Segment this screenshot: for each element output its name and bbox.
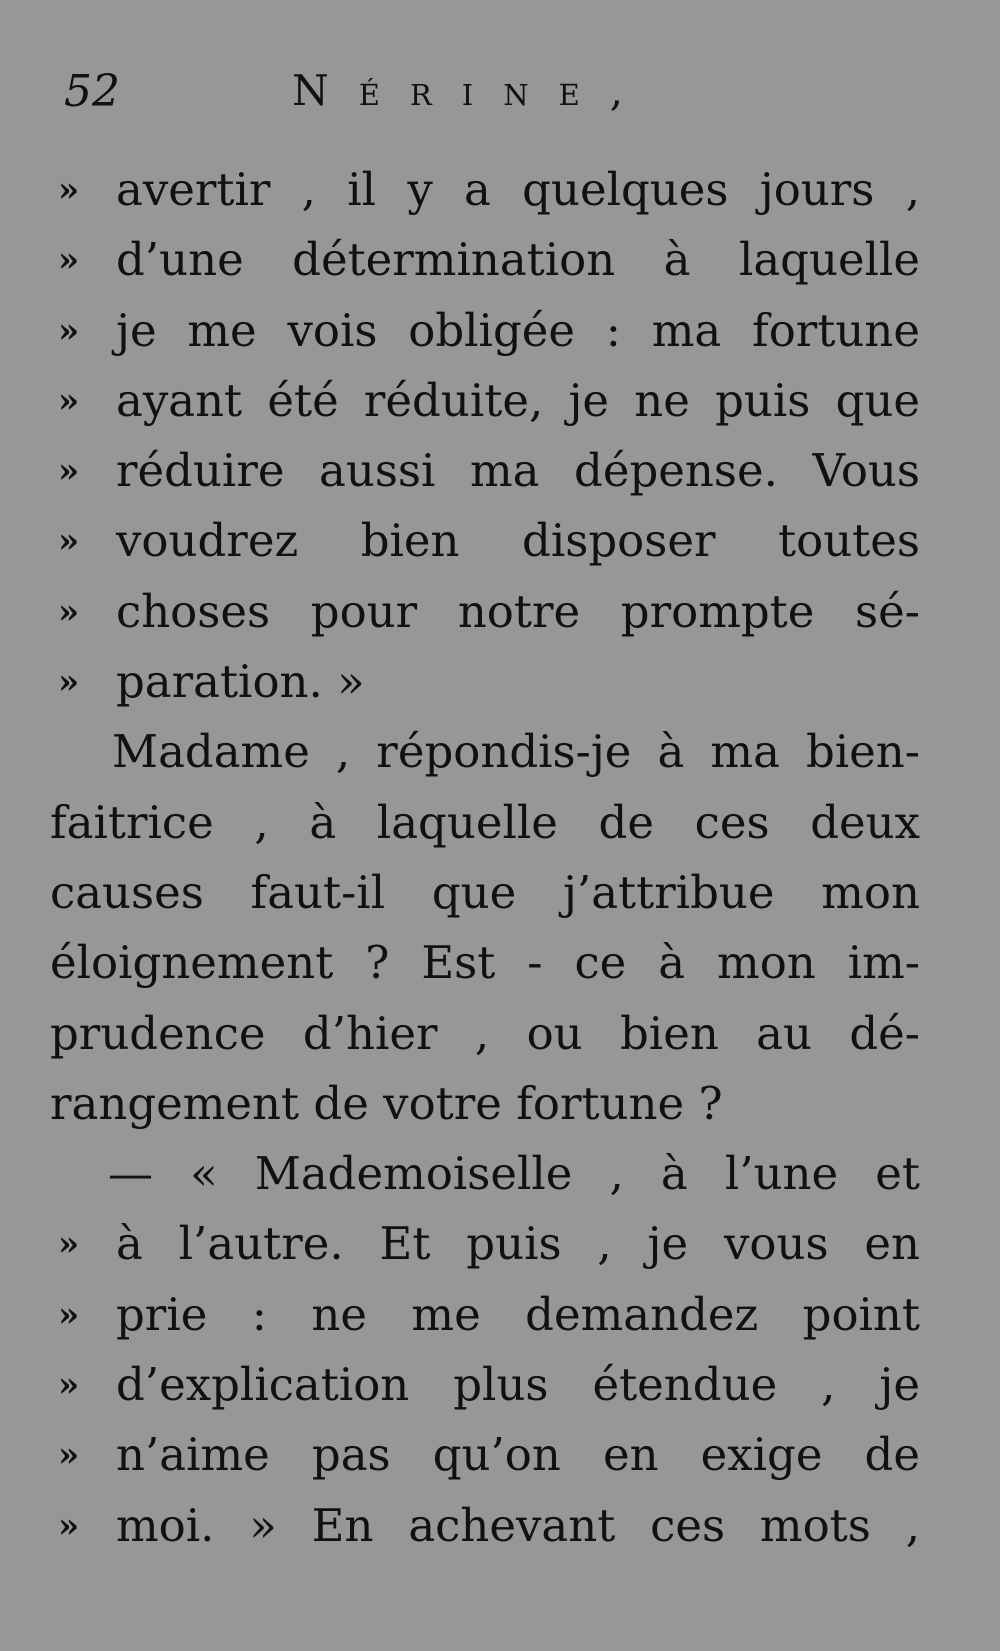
text-line [50,155,920,225]
line-text: causes faut-il que j’attribue mon [50,865,920,919]
line-text: rangement de votre fortune ? [50,1076,723,1130]
line-text: d’une détermination à laquelle [116,233,920,287]
text-line [50,858,920,928]
text-line [50,1420,920,1490]
line-text: à l’autre. Et puis , je vous en [116,1217,920,1271]
line-text: ayant été réduite, je ne puis que [116,373,920,427]
quote-mark: » [58,380,80,421]
line-text: avertir , il y a quelques jours , [116,163,920,216]
line-text: n’aime pas qu’on en exige de [116,1428,920,1482]
text-line [50,999,920,1069]
quote-mark: » [58,240,80,281]
line-text: je me vois obligée : ma fortune [116,303,920,357]
text-line [50,647,920,717]
line-text: voudrez bien disposer toutes [116,514,920,568]
line-text: — « Mademoiselle , à l’une et [108,1147,920,1201]
text-line [50,788,920,858]
line-text: faitrice , à laquelle de ces deux [50,795,920,849]
quote-mark: » [58,1365,80,1406]
running-title: Nérine, [292,66,654,115]
text-line [50,1350,920,1420]
line-text: paration. » [116,655,365,709]
line-text: d’explication plus étendue , je [116,1358,920,1412]
line-text: moi. » En achevant ces mots , [116,1498,920,1552]
page-number: 52 [64,66,120,117]
text-line [50,225,920,295]
quote-mark: » [58,591,80,632]
text-line [50,366,920,436]
line-text: réduire aussi ma dépense. Vous [116,444,920,498]
text-line [50,577,920,647]
text-line [50,1491,920,1561]
text-line [50,717,920,787]
line-text: prudence d’hier , ou bien au dé- [50,1006,920,1060]
text-line [50,436,920,506]
text-line [50,296,920,366]
text-line [50,928,920,998]
quote-mark: » [58,1224,80,1265]
line-text: choses pour notre prompte sé- [116,584,920,638]
quote-mark: » [58,1435,80,1476]
quote-mark: » [58,1294,80,1335]
page-header [60,62,940,132]
line-text: Madame , répondis-je à ma bien- [112,725,920,779]
line-text: prie : ne me demandez point [116,1287,920,1341]
quote-mark: » [58,1505,80,1546]
body-text [50,155,920,1561]
quote-mark: » [58,662,80,703]
line-text: éloignement ? Est - ce à mon im- [50,936,920,990]
text-line [50,1069,920,1139]
text-line [50,1139,920,1209]
quote-mark: » [58,310,80,351]
quote-mark: » [58,170,80,210]
quote-mark: » [58,451,80,492]
text-line [50,506,920,576]
text-line [50,1280,920,1350]
text-line [50,1209,920,1279]
quote-mark: » [58,521,80,562]
